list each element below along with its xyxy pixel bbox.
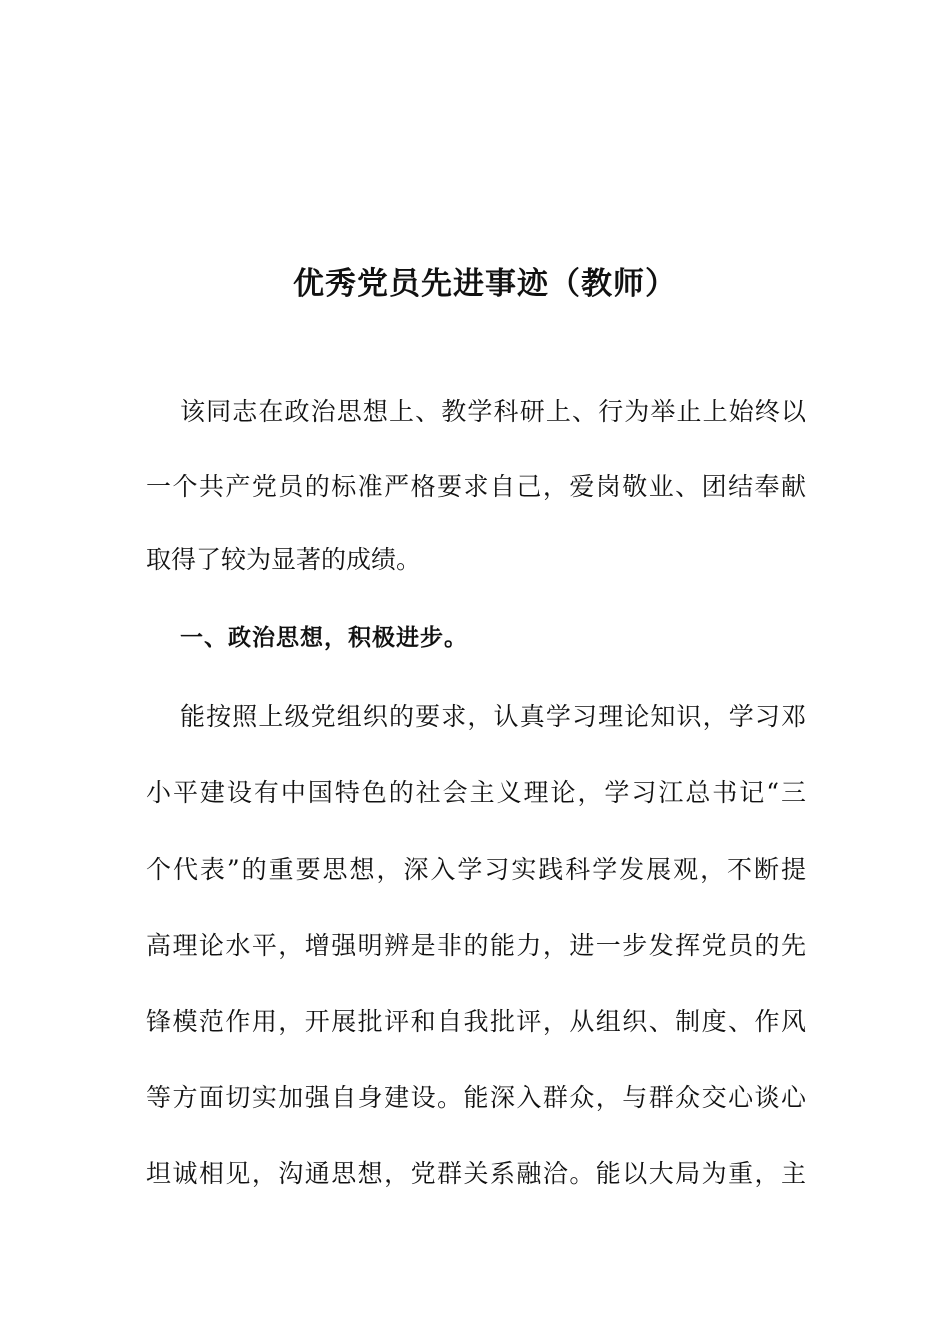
section-1-line-4: 高理论水平，增强明辨是非的能力，进一步发挥党员的先	[146, 931, 806, 960]
section-1-line-5: 锋模范作用，开展批评和自我批评，从组织、制度、作风	[146, 1007, 806, 1036]
section-1-line-1: 能按照上级党组织的要求，认真学习理论知识，学习邓	[180, 702, 806, 731]
section-1-line-2: 小平建设有中国特色的社会主义理论，学习江总书记“三	[146, 778, 806, 807]
section-1-heading: 一、政治思想，积极进步。	[180, 624, 468, 651]
intro-line-1: 该同志在政治思想上、教学科研上、行为举止上始终以	[180, 397, 806, 426]
intro-line-3: 取得了较为显著的成绩。	[146, 545, 422, 574]
section-1-line-7: 坦诚相见，沟通思想，党群关系融洽。能以大局为重，主	[146, 1159, 806, 1188]
section-1-line-3: 个代表”的重要思想，深入学习实践科学发展观，不断提	[146, 855, 806, 884]
intro-line-2: 一个共产党员的标准严格要求自己，爱岗敬业、团结奉献	[146, 472, 806, 501]
section-1-line-6: 等方面切实加强自身建设。能深入群众，与群众交心谈心	[146, 1083, 806, 1112]
document-title: 优秀党员先进事迹（教师）	[293, 266, 677, 302]
